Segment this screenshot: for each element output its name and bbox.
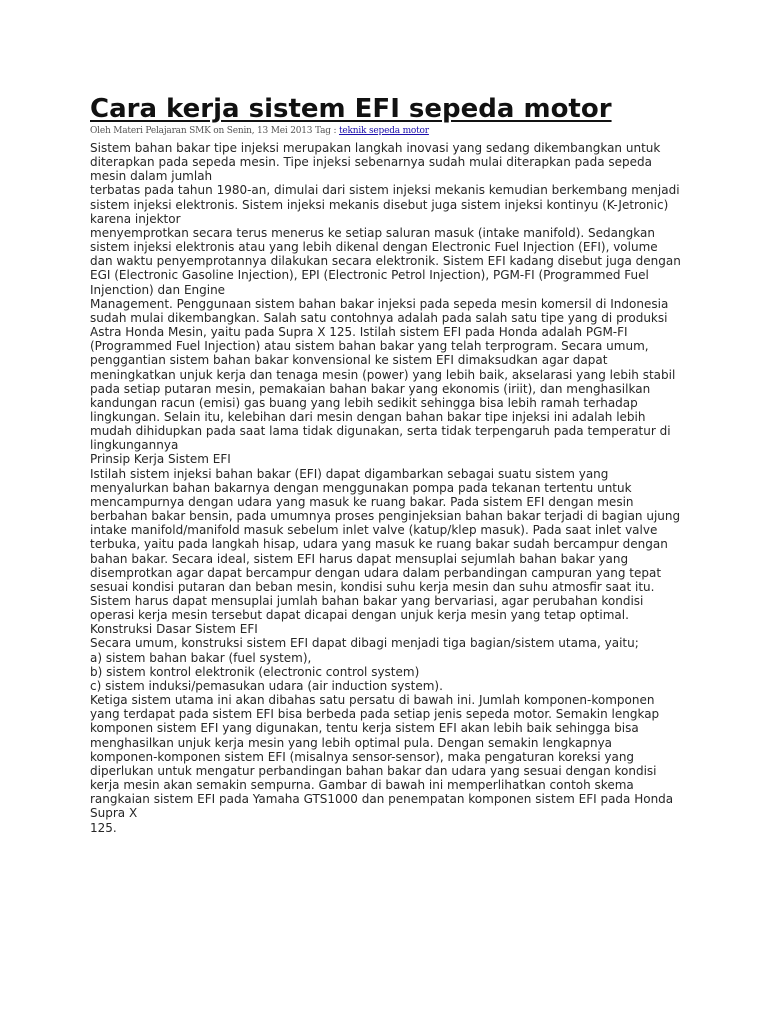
body-line: lingkungan. Selain itu, kelebihan dari mesin dengan bahan bakar tipe injeksi ini adalah lebih [90, 409, 646, 424]
body-line: Supra X [90, 806, 138, 821]
body-line: a) sistem bahan bakar (fuel system), [90, 650, 312, 665]
body-line: komponen sistem EFI yang digunakan, tentu kerja sistem EFI akan lebih baik sehingga bisa [90, 721, 639, 736]
body-line: Sistem harus dapat mensuplai jumlah bahan bakar yang bervariasi, agar perubahan kondisi [90, 594, 644, 608]
body-line: mencampurnya dengan udara yang masuk ke ruang bakar. Pada sistem EFI dengan mesin [90, 494, 634, 509]
body-line: menghasilkan unjuk kerja mesin yang lebih optimal pula. Dengan semakin lengkapnya [90, 735, 613, 750]
body-line: (Programmed Fuel Injection) atau sistem bahan bakar yang telah terprogram. Secara umum, [90, 339, 649, 354]
body-line: penggantian sistem bahan bakar konvensional ke sistem EFI dimaksudkan agar dapat [90, 353, 608, 368]
body-line: Ketiga sistem utama ini akan dibahas satu persatu di bawah ini. Jumlah komponen-komponen [90, 693, 655, 708]
body-line: Secara umum, konstruksi sistem EFI dapat dibagi menjadi tiga bagian/sistem utama, yaitu; [90, 636, 639, 651]
body-line: mudah dihidupkan pada saat lama tidak digunakan, serta tidak terpengaruh pada temperatur di [90, 424, 671, 439]
body-line: 125. [90, 820, 117, 835]
body-line: Management. Penggunaan sistem bahan bakar injeksi pada sepeda mesin komersil di Indonesia [90, 296, 669, 311]
body-line: disemprotkan agar dapat bercampur dengan udara dalam perbandingan campuran yang tepat [90, 565, 662, 580]
body-line: sistem injeksi elektronis atau yang lebih dikenal dengan Electronic Fuel Injection (EFI), volume [90, 240, 658, 255]
article-title: Cara kerja sistem EFI sepeda motor [90, 94, 612, 124]
body-line: pada setiap putaran mesin, pemakaian bahan bakar yang ekonomis (iriit), dan menghasilkan [90, 381, 651, 396]
body-line: mesin dalam jumlah [90, 169, 213, 184]
body-line: Sistem bahan bakar tipe injeksi merupakan langkah inovasi yang sedang dikembangkan untuk [90, 141, 661, 155]
body-line: sesuai kondisi putaran dan beban mesin, kondisi suhu kerja mesin dan suhu atmosfir saat itu. [90, 579, 655, 594]
article [90, 94, 680, 835]
body-line: sistem injeksi elektronis. Sistem injeksi mekanis disebut juga sistem injeksi kontinyu (K-Jetronic) [90, 197, 669, 212]
body-line: dan waktu penyemprotannya dilakukan secara elektronik. Sistem EFI kadang disebut juga dengan [90, 254, 681, 269]
body-line: meningkatkan unjuk kerja dan tenaga mesin (power) yang lebih baik, akselarasi yang lebih stabil [90, 367, 676, 382]
body-line: komponen-komponen sistem EFI (misalnya sensor-sensor), maka pengaturan koreksi yang [90, 749, 635, 764]
meta-byline: Oleh Materi Pelajaran SMK on Senin, 13 Mei 2013 Tag : [90, 126, 339, 136]
body-line: Astra Honda Mesin, yaitu pada Supra X 125. Istilah sistem EFI pada Honda adalah PGM-FI [90, 325, 628, 340]
body-line: rangkaian sistem EFI pada Yamaha GTS1000 dan penempatan komponen sistem EFI pada Honda [90, 792, 674, 807]
body-line: kerja mesin akan semakin sempurna. Gambar di bawah ini memperlihatkan contoh skema [90, 778, 634, 793]
body-line: c) sistem induksi/pemasukan udara (air induction system). [90, 678, 443, 693]
body-line: terbatas pada tahun 1980-an, dimulai dari sistem injeksi mekanis kemudian berkembang menjadi [90, 183, 680, 198]
body-line: karena injektor [90, 211, 181, 226]
body-line: bahan bakar. Secara ideal, sistem EFI harus dapat mensuplai sejumlah bahan bakar yang [90, 551, 629, 566]
body-line: menyemprotkan secara terus menerus ke setiap saluran masuk (intake manifold). Sedangkan [90, 225, 655, 240]
article-body [90, 141, 680, 835]
body-line: Injenction) dan Engine [90, 282, 226, 297]
body-line: lingkungannya [90, 438, 179, 453]
article-meta [90, 125, 680, 137]
body-line: Istilah sistem injeksi bahan bakar (EFI) dapat digambarkan sebagai suatu sistem yang [90, 466, 609, 481]
body-line: diperlukan untuk mengatur perbandingan bahan bakar dan udara yang sesuai dengan kondisi [90, 763, 657, 778]
body-line: Prinsip Kerja Sistem EFI [90, 452, 231, 467]
body-line: operasi kerja mesin tersebut dapat dicapai dengan unjuk kerja mesin yang tetap optimal. [90, 608, 629, 623]
body-line: Konstruksi Dasar Sistem EFI [90, 622, 258, 637]
body-line: EGI (Electronic Gasoline Injection), EPI (Electronic Petrol Injection), PGM-FI (Programmed Fuel [90, 268, 649, 283]
tag-link[interactable]: teknik sepeda motor [338, 126, 429, 136]
body-line: kandungan racun (emisi) gas buang yang lebih sedikit sehingga bisa lebih ramah terhadap [90, 395, 638, 410]
body-line: yang terdapat pada sistem EFI bisa berbeda pada setiap jenis sepeda motor. Semakin lengkap [90, 707, 660, 722]
body-line: sudah mulai dikembangkan. Salah satu contohnya adalah pada salah satu tipe yang di produksi [90, 310, 668, 325]
body-line: diterapkan pada sepeda mesin. Tipe injeksi sebenarnya sudah mulai diterapkan pada sepeda [90, 155, 653, 170]
body-line: terbuka, yaitu pada langkah hisap, udara yang masuk ke ruang bakar sudah bercampur dengan [90, 537, 668, 552]
body-line: intake manifold/manifold masuk sebelum inlet valve (katup/klep masuk). Pada saat inlet valve [90, 523, 658, 538]
body-line: menyalurkan bahan bakarnya dengan menggunakan pompa pada tekanan tertentu untuk [90, 480, 632, 495]
body-line: berbahan bakar bensin, pada umumnya proses penginjeksian bahan bakar terjadi di bagian ujung [90, 509, 681, 524]
body-line: b) sistem kontrol elektronik (electronic control system) [90, 664, 420, 679]
